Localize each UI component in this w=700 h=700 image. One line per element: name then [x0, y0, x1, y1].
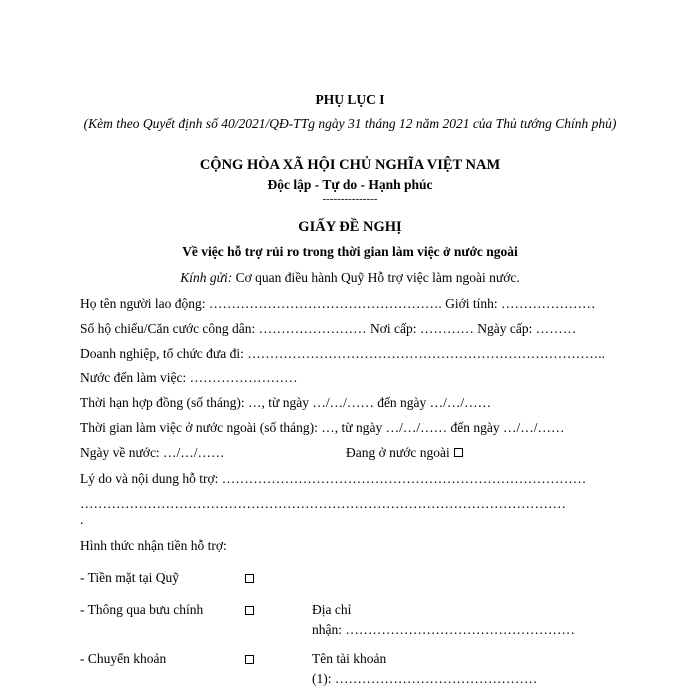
reason-end: . — [80, 512, 84, 527]
company-field[interactable]: Doanh nghiệp, tổ chức đưa đi: …………………………………………………………………….. — [80, 346, 605, 361]
addressee: Cơ quan điều hành Quỹ Hỗ trợ việc làm ngoài nước. — [235, 270, 520, 285]
abroad-checkbox[interactable] — [454, 448, 463, 457]
document-subject: Về việc hỗ trợ rủi ro trong thời gian làm việc ở nước ngoài — [182, 244, 518, 259]
document-title: GIẤY ĐỀ NGHỊ — [298, 219, 402, 235]
reason-continuation[interactable]: ……………………………………………………………………………………………… — [80, 496, 566, 511]
motto-rule: --------------- — [322, 193, 378, 205]
post-option-label: - Thông qua bưu chính — [80, 602, 204, 617]
cash-checkbox[interactable] — [245, 574, 254, 583]
payment-heading: Hình thức nhận tiền hỗ trợ: — [80, 538, 227, 553]
motto: Độc lập - Tự do - Hạnh phúc — [267, 177, 433, 192]
country-name: CỘNG HÒA XÃ HỘI CHỦ NGHĨA VIỆT NAM — [199, 157, 501, 173]
address-field[interactable]: nhận: …………………………………………… — [312, 622, 575, 637]
transfer-checkbox[interactable] — [245, 655, 254, 664]
destination-country-field[interactable]: Nước đến làm việc: …………………… — [80, 370, 298, 385]
reason-field[interactable]: Lý do và nội dung hỗ trợ: ……………………………………………………………………… — [80, 471, 587, 486]
address-label: Địa chỉ — [312, 602, 352, 617]
return-date-field[interactable]: Ngày về nước: …/…/…… — [80, 445, 225, 460]
account-name-label: Tên tài khoản — [312, 651, 387, 666]
account-name-field[interactable]: (1): ……………………………………… — [312, 671, 538, 686]
addressee-label: Kính gửi: — [180, 270, 233, 285]
worker-name-field[interactable]: Họ tên người lao động: ……………………………………………. Giới tính: ………………… — [80, 296, 596, 311]
abroad-option[interactable] — [346, 445, 463, 461]
appendix-title: PHỤ LỤC I — [315, 92, 385, 107]
abroad-label: Đang ở nước ngoài — [346, 445, 450, 460]
contract-duration-field[interactable]: Thời hạn hợp đồng (số tháng): …, từ ngày …/…/…… đến ngày …/…/…… — [80, 395, 492, 410]
work-duration-field[interactable]: Thời gian làm việc ở nước ngoài (số tháng): …, từ ngày …/…/…… đến ngày …/…/…… — [80, 420, 565, 435]
cash-option-label: - Tiền mặt tại Quỹ — [80, 570, 180, 585]
appendix-note: (Kèm theo Quyết định số 40/2021/QĐ-TTg ngày 31 tháng 12 năm 2021 của Thủ tướng Chính phủ) — [83, 116, 617, 131]
id-number-field[interactable]: Số hộ chiếu/Căn cước công dân: …………………… Nơi cấp: ………… Ngày cấp: ……… — [80, 321, 577, 336]
transfer-option-label: - Chuyển khoản — [80, 651, 167, 666]
addressee-line — [80, 270, 620, 286]
post-checkbox[interactable] — [245, 606, 254, 615]
